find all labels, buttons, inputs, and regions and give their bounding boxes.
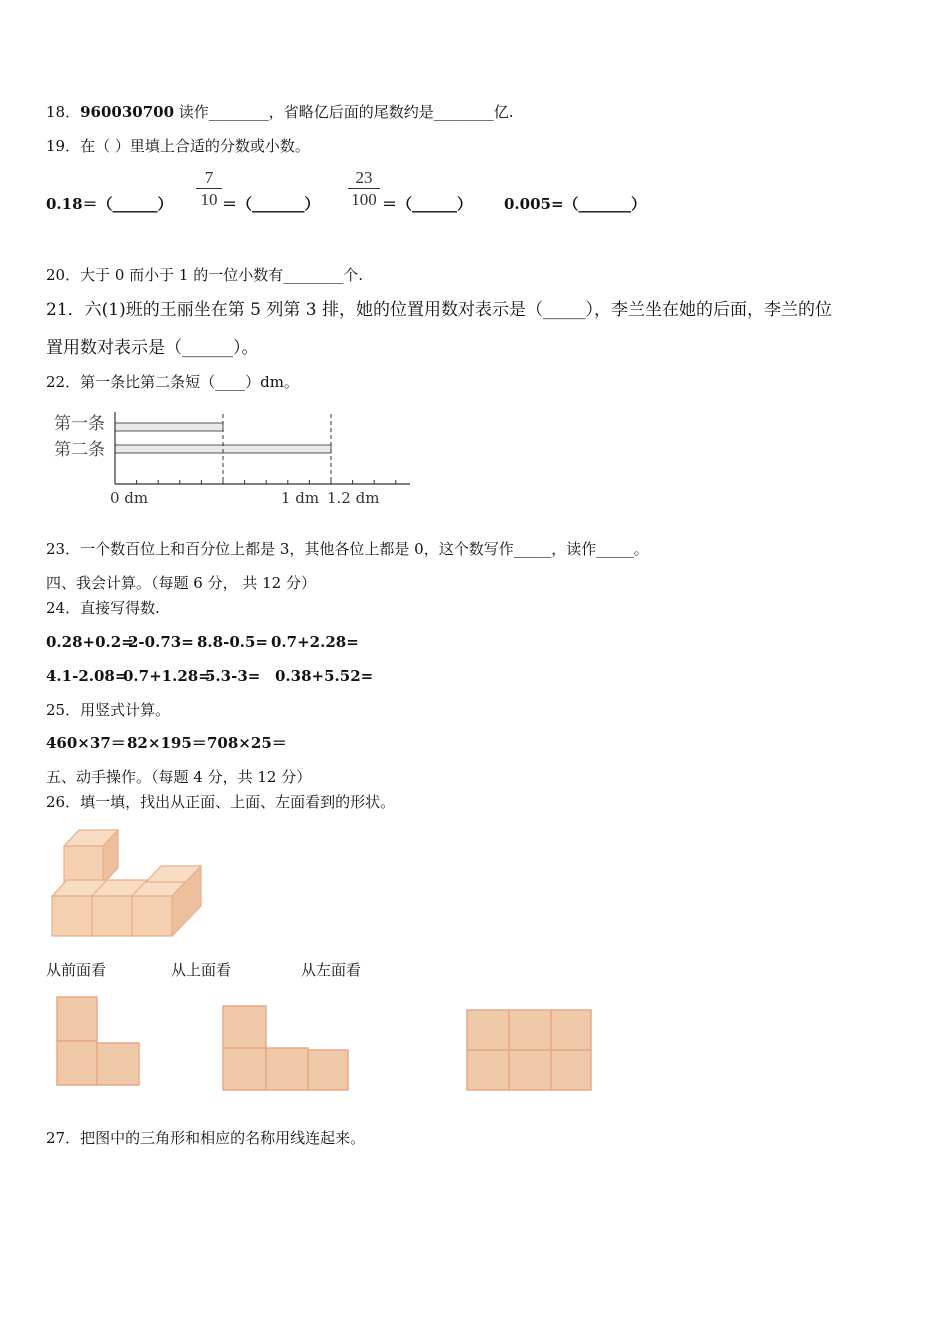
cube-stack-figure (48, 826, 218, 941)
cube-front (52, 896, 92, 936)
q24-expr-3: 8.8-0.5= (197, 633, 268, 651)
view-shape-2 (221, 1004, 356, 1099)
q18-number: 18． (46, 103, 81, 121)
view-square (223, 1006, 266, 1048)
section-5-heading: 五、动手操作。（每题 4 分，共 12 分） (46, 768, 312, 786)
ruler-label-0: 0 dm (110, 489, 149, 507)
q19-fraction-2 (348, 168, 380, 209)
question-18 (46, 102, 514, 122)
view-label-left: 从左面看 (301, 961, 362, 979)
cube-front (92, 896, 132, 936)
view-square (467, 1010, 509, 1050)
q24-expr-7: 5.3-3= (205, 667, 261, 685)
q18-text: 读作________，省略亿后面的尾数约是________亿. (174, 103, 514, 121)
view-square (551, 1050, 591, 1090)
view-square (266, 1048, 308, 1090)
view-square (308, 1050, 348, 1090)
view-square (509, 1050, 551, 1090)
fraction-denominator: 10 (200, 190, 218, 209)
q19-item-1: 0.18＝（______） (46, 195, 173, 213)
ruler-label-1-2: 1.2 dm (327, 489, 380, 507)
view-square (223, 1048, 266, 1090)
bar-first (115, 423, 223, 431)
fraction-numerator: 7 (204, 168, 214, 187)
view-label-front: 从前面看 (46, 961, 107, 979)
q19-item-2: ＝（_______） (222, 195, 320, 213)
view-label-top: 从上面看 (171, 961, 232, 979)
q24-expr-8: 0.38+5.52= (275, 667, 374, 685)
question-23: 23．一个数百位上和百分位上都是 3，其他各位上都是 0，这个数写作_____，读作_____。 (46, 540, 649, 558)
ruler-ticks (115, 478, 396, 484)
view-square (57, 1041, 97, 1085)
bar-label-second: 第二条 (54, 440, 105, 460)
cube-front (64, 846, 103, 884)
q25-expr-2: 82×195＝ (127, 734, 207, 752)
question-24: 24．直接写得数. (46, 599, 160, 617)
cube-front (132, 896, 172, 936)
question-26: 26．填一填，找出从正面、上面、左面看到的形状。 (46, 793, 396, 811)
view-shape-1 (55, 995, 145, 1090)
view-square (551, 1010, 591, 1050)
fraction-numerator: 23 (355, 168, 373, 187)
q18-value: 960030700 (80, 103, 175, 121)
view-square (467, 1050, 509, 1090)
q25-expr-1: 460×37＝ (46, 734, 126, 752)
view-square (97, 1043, 139, 1085)
question-21-line-1: 21．六(1)班的王丽坐在第 5 列第 3 排，她的位置用数对表示是（_____），李兰坐在她的后面，李兰的位 (46, 300, 832, 320)
fraction-denominator: 100 (351, 190, 377, 209)
question-22: 22．第一条比第二条短（____）dm。 (46, 373, 299, 391)
q25-expr-3: 708×25＝ (207, 734, 287, 752)
q19-fraction-1 (196, 168, 222, 209)
question-25: 25．用竖式计算。 (46, 701, 171, 719)
view-square (509, 1010, 551, 1050)
q24-expr-1: 0.28+0.2= (46, 633, 134, 651)
question-21-line-2: 置用数对表示是（______）。 (46, 338, 259, 358)
question-19: 19．在（ ）里填上合适的分数或小数。 (46, 137, 310, 155)
ruler-label-1: 1 dm (281, 489, 320, 507)
question-27: 27．把图中的三角形和相应的名称用线连起来。 (46, 1129, 366, 1147)
q24-expr-2: 2-0.73= (128, 633, 194, 651)
view-shape-3 (465, 1008, 595, 1093)
bar-label-first: 第一条 (54, 414, 105, 434)
view-square (57, 997, 97, 1041)
q24-expr-4: 0.7+2.28= (271, 633, 359, 651)
q24-expr-6: 0.7+1.28= (123, 667, 211, 685)
question-20: 20．大于 0 而小于 1 的一位小数有________个. (46, 266, 364, 284)
q24-expr-5: 4.1-2.08= (46, 667, 128, 685)
q19-item-4: 0.005=（_______） (504, 195, 647, 213)
section-4-heading: 四、我会计算。（每题 6 分， 共 12 分） (46, 574, 316, 592)
q19-item-3: ＝（______） (382, 195, 473, 213)
